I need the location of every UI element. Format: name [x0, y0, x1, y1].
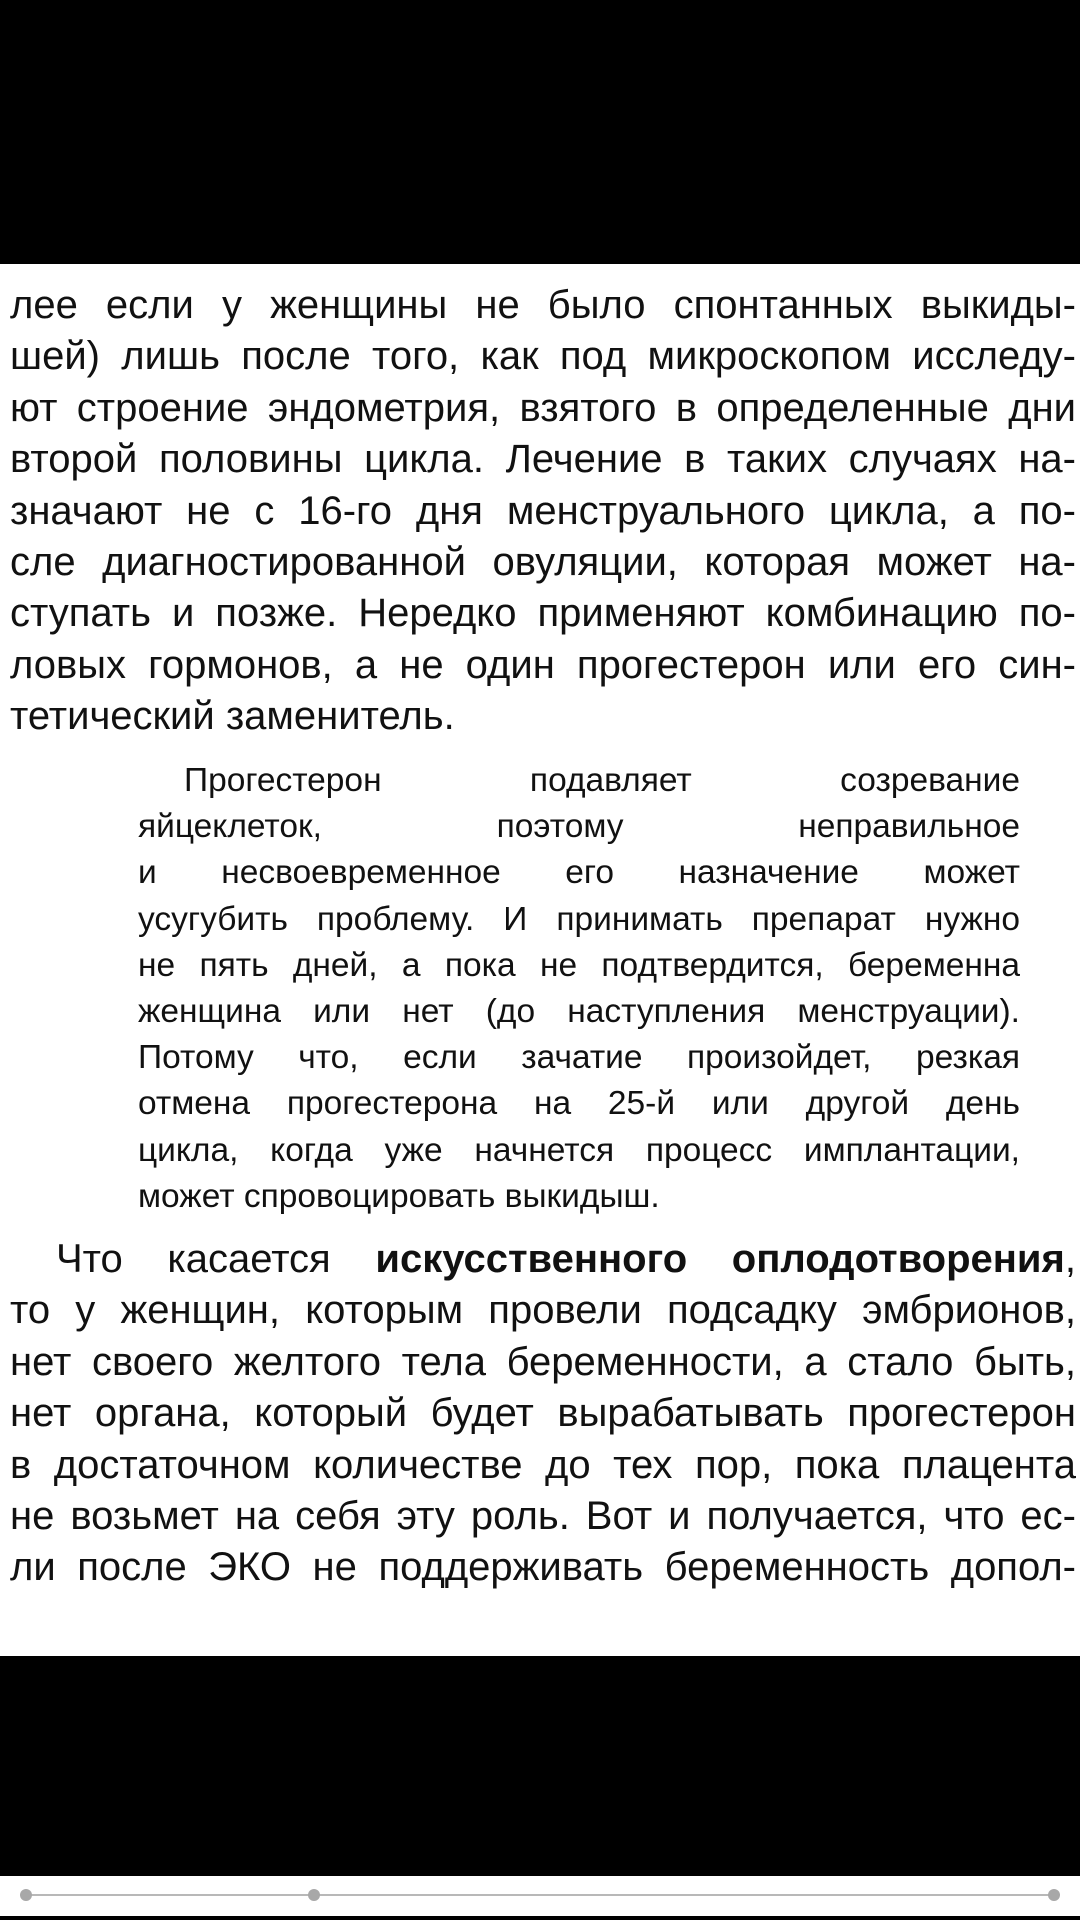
callout-line: Прогестерон подавляет созревание — [184, 762, 1020, 799]
callout-line: и несвоевременное его назначение может — [138, 854, 1020, 892]
callout-line: Потому что, если зачатие произойдет, резкая — [138, 1039, 1020, 1077]
text-line: нет органа, который будет вырабатывать прогестерон — [10, 1391, 1076, 1436]
text-line: нет своего желтого тела беременности, а стало быть, — [10, 1339, 1076, 1384]
text-line: тетический заменитель. — [10, 694, 455, 739]
callout-line: может спровоцировать выкидыш. — [138, 1177, 660, 1215]
top-black-bar — [0, 0, 1080, 264]
callout-line: женщина или нет (до наступления менструации). — [138, 993, 1020, 1031]
callout-line: усугубить проблему. И принимать препарат нужно — [138, 900, 1020, 938]
text-line: ступать и позже. Нередко применяют комбинацию по- — [10, 591, 1076, 636]
text-line: лее если у женщины не было спонтанных выкиды- — [10, 283, 1076, 327]
callout-line: яйцеклеток, поэтому неправильное — [138, 808, 1020, 846]
text-line: второй половины цикла. Лечение в таких случаях на- — [10, 437, 1076, 482]
text-line: значают не с 16-го дня менструального цикла, а по- — [10, 488, 1076, 533]
callout-line: не пять дней, а пока не подтвердится, беременна — [138, 946, 1020, 984]
book-page[interactable] — [0, 264, 1080, 1656]
text-line: шей) лишь после того, как под микроскопом исследу- — [10, 334, 1076, 379]
text-prefix: Что касается — [56, 1237, 331, 1281]
text-line: ловых гормонов, а не один прогестерон или его син- — [10, 642, 1076, 687]
scrubber-handle[interactable] — [308, 1889, 320, 1901]
scrubber-end-dot[interactable] — [1048, 1889, 1060, 1901]
text-suffix: , — [1064, 1237, 1076, 1281]
text-line: в достаточном количестве до тех пор, пока плацента — [10, 1442, 1076, 1487]
text-line: ют строение эндометрия, взятого в определенные дни — [10, 385, 1076, 430]
paragraph-3 — [10, 1234, 1076, 1594]
text-line: то у женщин, которым провели подсадку эмбрионов, — [10, 1288, 1076, 1333]
page-scrubber[interactable] — [0, 1876, 1080, 1916]
text-line: сле диагностированной овуляции, которая может на- — [10, 540, 1076, 585]
callout-line: отмена прогестерона на 25-й или другой день — [138, 1085, 1020, 1123]
scrubber-track[interactable] — [26, 1894, 1054, 1896]
text-line-first — [10, 1234, 1076, 1285]
text-line: ли после ЭКО не поддерживать беременность допол- — [10, 1545, 1076, 1590]
callout-note — [138, 758, 1020, 1220]
scrubber-start-dot[interactable] — [20, 1889, 32, 1901]
text-line: не возьмет на себя эту роль. Вот и получается, что ес- — [10, 1494, 1076, 1539]
paragraph-1 — [10, 280, 1076, 743]
bold-term: искусственного оплодотворения — [375, 1237, 1065, 1281]
callout-line: цикла, когда уже начнется процесс имплантации, — [138, 1131, 1020, 1169]
